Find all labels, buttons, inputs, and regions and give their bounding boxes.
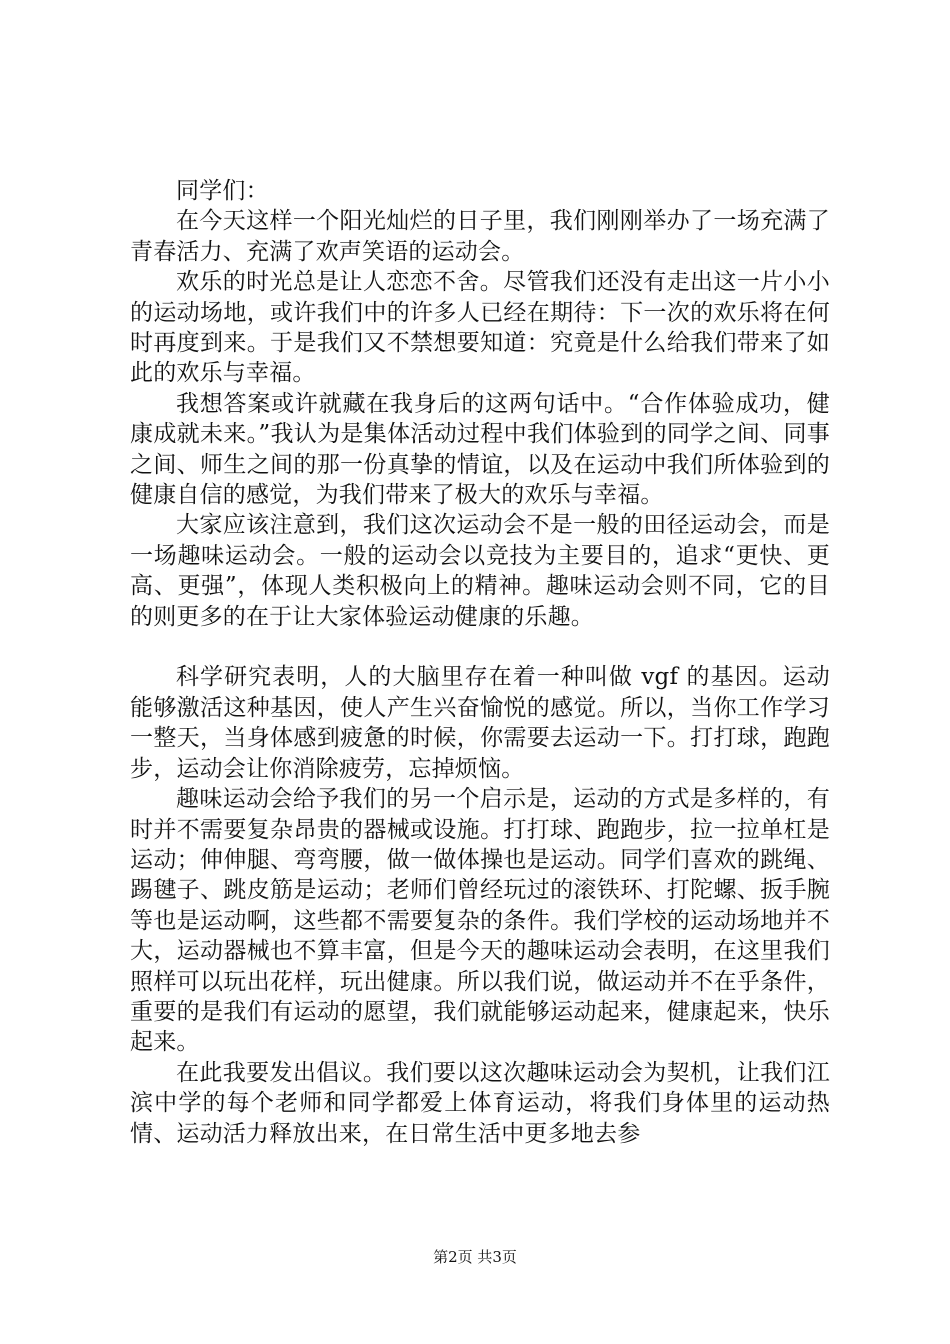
paragraph-7: 在此我要发出倡议。我们要以这次趣味运动会为契机，让我们江滨中学的每个老师和同学都爱上体育运动，将我们身体里的运动热情、运动活力释放出来，在日常生活中更多地去参 — [130, 1059, 830, 1147]
paragraph-3: 我想答案或许就藏在我身后的这两句话中。“合作体验成功，健康成就未来。”我认为是集体活动过程中我们体验到的同学之间、同事之间、师生之间的那一份真挚的情谊，以及在运动中我们所体验到的健康自信的感觉，为我们带来了极大的欢乐与幸福。 — [130, 390, 830, 509]
greeting: 同学们： — [176, 178, 269, 204]
page-number: 第2页 共3页 — [433, 1248, 517, 1266]
paragraph-2: 欢乐的时光总是让人恋恋不舍。尽管我们还没有走出这一片小小的运动场地，或许我们中的许多人已经在期待：下一次的欢乐将在何时再度到来。于是我们又不禁想要知道：究竟是什么给我们带来了如此的欢乐与幸福。 — [130, 269, 830, 387]
paragraph-6: 趣味运动会给予我们的另一个启示是，运动的方式是多样的，有时并不需要复杂昂贵的器械或设施。打打球、跑跑步，拉一拉单杠是运动；伸伸腿、弯弯腰，做一做体操也是运动。同学们喜欢的跳绳、踢毽子、跳皮筋是运动；老师们曾经玩过的滚铁环、打陀螺、扳手腕等也是运动啊，这些都不需要复杂的条件。我们学校的运动场地并不大，运动器械也不算丰富，但是今天的趣味运动会表明，在这里我们照样可以玩出花样，玩出健康。所以我们说，做运动并不在乎条件，重要的是我们有运动的愿望，我们就能够运动起来，健康起来，快乐起来。 — [130, 786, 830, 1056]
paragraph-4: 大家应该注意到，我们这次运动会不是一般的田径运动会，而是一场趣味运动会。一般的运动会以竞技为主要目的，追求“更快、更高、更强”，体现人类积极向上的精神。趣味运动会则不同，它的目的则更多的在于让大家体验运动健康的乐趣。 — [130, 512, 830, 630]
paragraph-1: 在今天这样一个阳光灿烂的日子里，我们刚刚举办了一场充满了青春活力、充满了欢声笑语的运动会。 — [130, 208, 830, 265]
document-body — [130, 176, 830, 1149]
paragraph-5: 科学研究表明，人的大脑里存在着一种叫做 vgf 的基因。运动能够激活这种基因，使人产生兴奋愉悦的感觉。所以，当你工作学习一整天，当身体感到疲惫的时候，你需要去运动一下。打打球，跑跑步，运动会让你消除疲劳，忘掉烦恼。 — [130, 664, 830, 782]
page-footer — [0, 1247, 950, 1267]
